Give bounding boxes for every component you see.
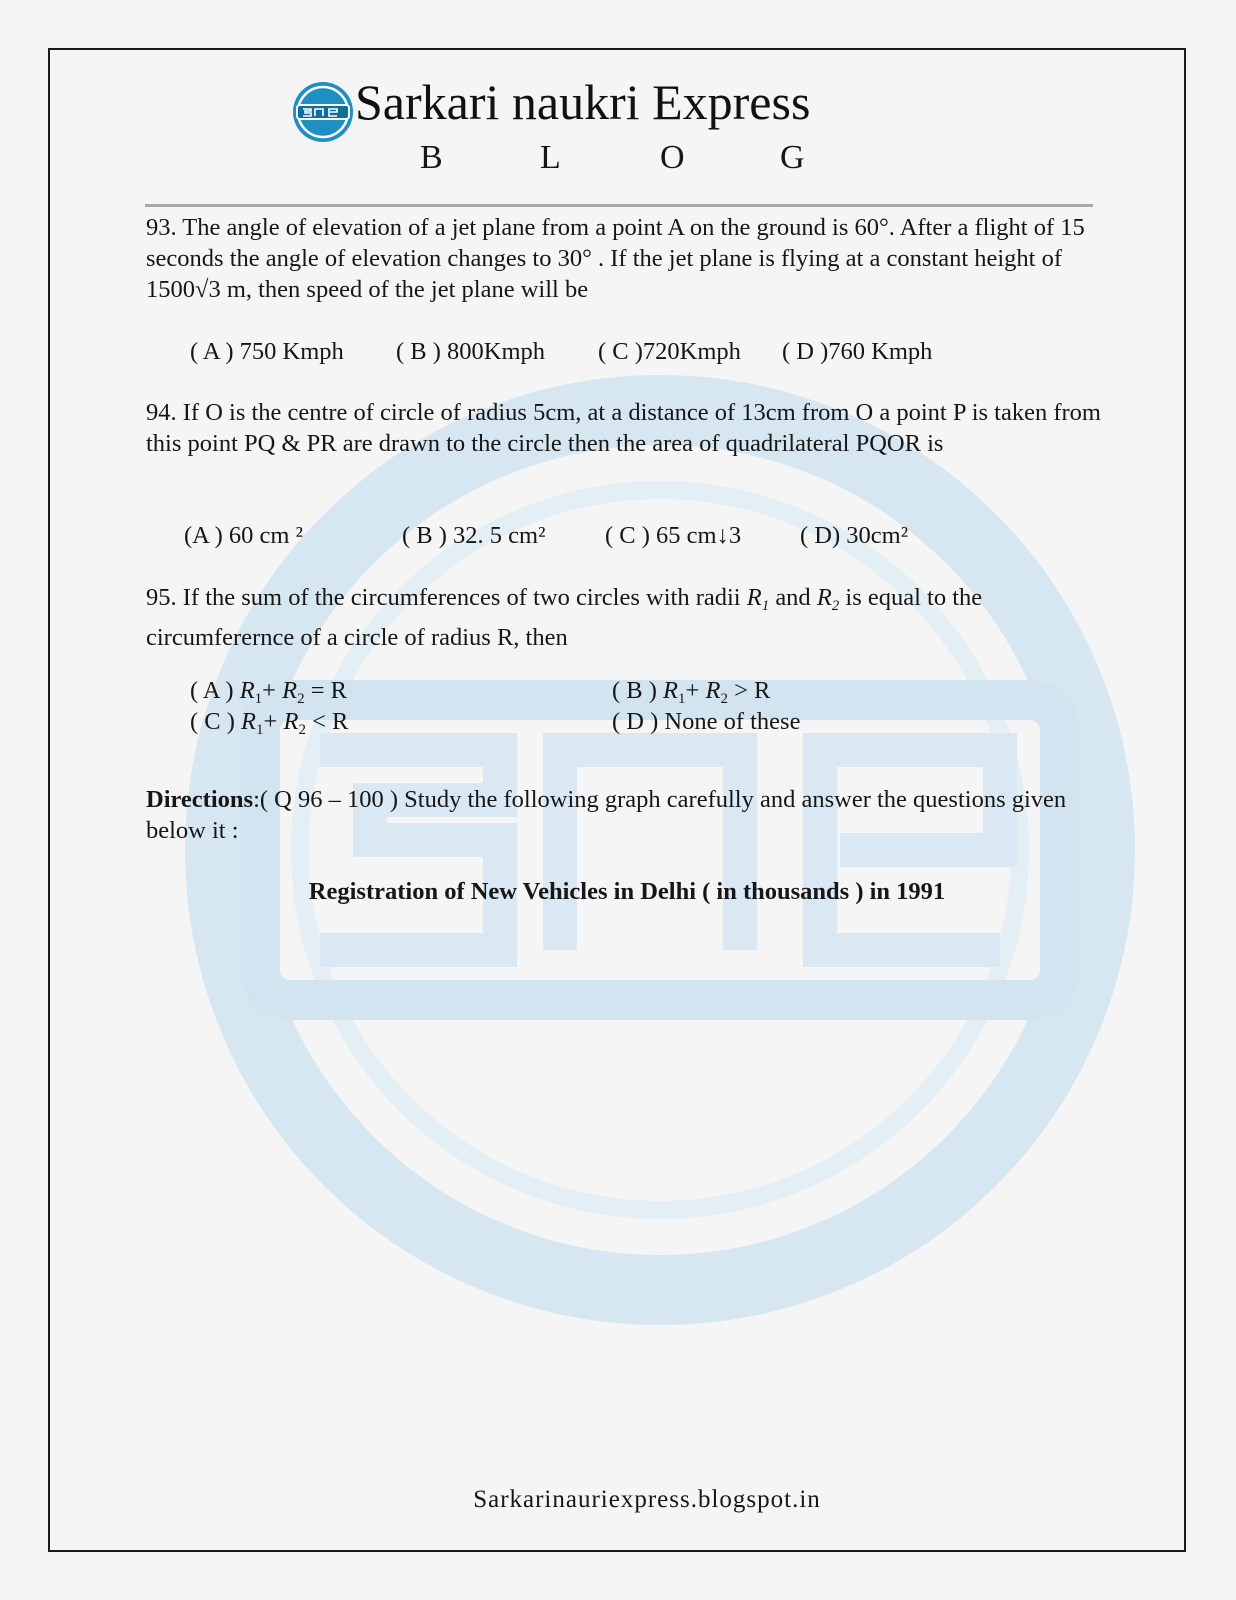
blog-subtitle xyxy=(420,138,900,178)
option-b: ( B ) 800Kmph xyxy=(396,338,546,365)
question-95-options xyxy=(190,675,890,739)
question-95: 95. If the sum of the circumferences of two circles with radii $R_1$ and $R_2$ is equal to the circumferernce of a circle of radius R, then xyxy=(146,584,983,651)
blog-letter: O xyxy=(660,139,685,176)
option-d: ( D) 30cm² xyxy=(800,522,909,549)
question-93: 93. The angle of elevation of a jet plane from a point A on the ground is 60°. After a flight of 15 seconds the angle of elevation changes to 30° . If the jet plane is flying at a constant height of 1500√3 m, then speed of the jet plane will be xyxy=(146,214,1085,303)
directions-text: :( Q 96 – 100 ) Study the following graph carefully and answer the questions given below it : xyxy=(146,786,1067,844)
option-d: ( D )760 Kmph xyxy=(782,338,933,365)
page-frame xyxy=(48,48,1186,1552)
blog-letter: B xyxy=(420,139,443,176)
footer-url: Sarkarinauriexpress.blogspot.in xyxy=(473,1486,821,1513)
option-a: ( A ) 750 Kmph xyxy=(190,338,344,365)
option-d: ( D ) None of these xyxy=(612,708,801,735)
option-b: ( B ) 32. 5 cm² xyxy=(402,522,546,549)
option-c: ( C ) $R_1+ R_2 < R$ xyxy=(190,708,349,738)
option-a: ( A ) $R_1+ R_2 = R$ xyxy=(190,677,347,707)
blog-letter: L xyxy=(540,139,561,176)
option-a: (A ) 60 cm ² xyxy=(184,522,303,549)
option-c: ( C )720Kmph xyxy=(598,338,741,365)
header-divider xyxy=(145,204,1093,207)
option-b: ( B ) $R_1+ R_2 > R$ xyxy=(612,677,771,707)
blog-letter: G xyxy=(780,139,805,176)
question-95-text: 95. If the sum of the circumferences of two circles with radii xyxy=(146,584,741,611)
chart-title: Registration of New Vehicles in Delhi ( in thousands ) in 1991 xyxy=(308,878,946,905)
directions xyxy=(146,784,1106,846)
directions-label: Directions xyxy=(146,786,254,813)
question-94: 94. If O is the centre of circle of radius 5cm, at a distance of 13cm from O a point P is taken from this point PQ & PR are drawn to the circle then the area of quadrilateral PQOR is xyxy=(146,399,1101,457)
sne-logo-icon xyxy=(291,80,355,144)
option-c: ( C ) 65 cm↓3 xyxy=(605,522,742,549)
brand-title: Sarkari naukri Express xyxy=(355,74,811,130)
r2-symbol: $R_2$ xyxy=(816,584,840,614)
r1-symbol: $R_1$ xyxy=(746,584,770,614)
